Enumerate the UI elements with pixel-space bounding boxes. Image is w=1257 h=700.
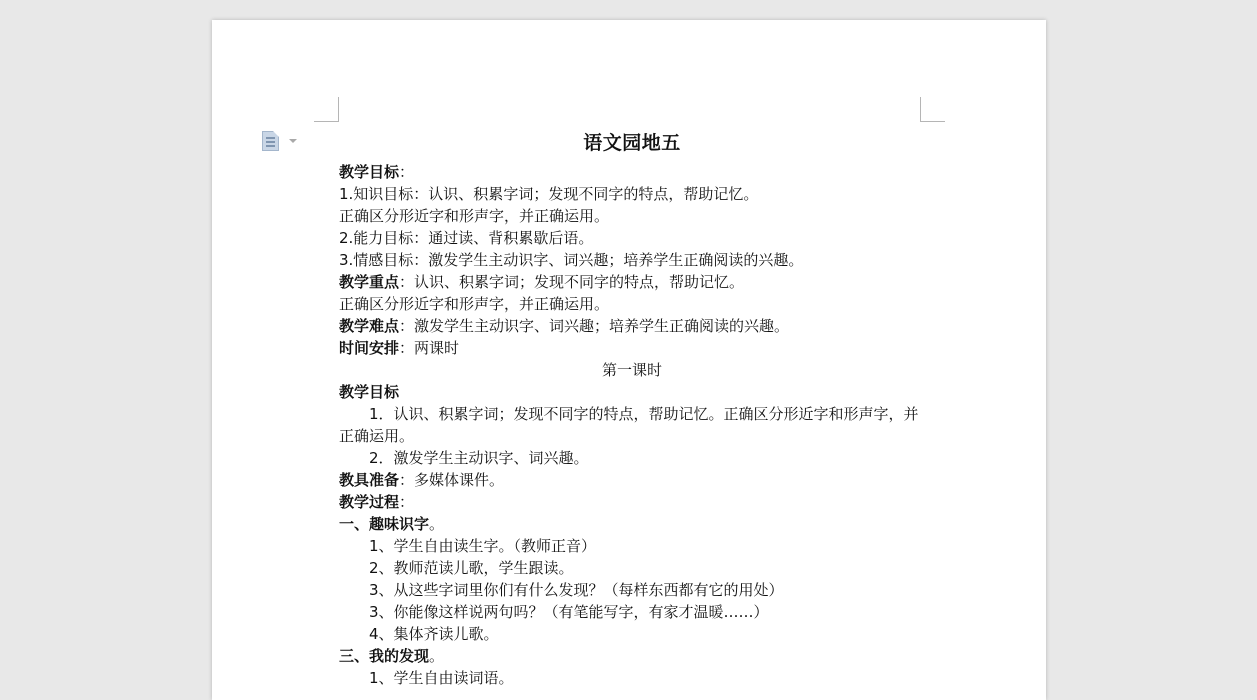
doc-line-text: 2.能力目标：通过读、背积累歇后语。 [339, 229, 594, 247]
doc-line [339, 293, 925, 315]
doc-line [339, 227, 925, 249]
doc-line-text: 3.情感目标：激发学生主动识字、词兴趣；培养学生正确阅读的兴趣。 [339, 251, 804, 269]
doc-line-label: 教学目标 [339, 383, 400, 401]
document-page [212, 20, 1046, 700]
doc-line [339, 205, 925, 227]
chevron-down-icon[interactable] [289, 139, 297, 143]
document-title: 语文园地五 [583, 132, 681, 154]
doc-line-text: 第一课时 [601, 361, 662, 379]
doc-line-text: 1、学生自由读词语。 [369, 669, 514, 687]
doc-line [339, 623, 925, 645]
doc-line [339, 403, 925, 447]
doc-line-label: 三、我的发现 [339, 647, 430, 665]
doc-line [339, 359, 925, 381]
doc-line-text: 1．认识、积累字词；发现不同字的特点，帮助记忆。正确区分形近字和形声字，并正确运用。 [339, 405, 919, 445]
doc-line [339, 513, 925, 535]
document-body[interactable] [339, 131, 925, 689]
doc-line [339, 557, 925, 579]
doc-line-text: 3、你能像这样说两句吗？（有笔能写字，有家才温暖……） [369, 603, 769, 621]
doc-line [339, 535, 925, 557]
doc-line-text: ： [399, 163, 415, 181]
doc-line [339, 161, 925, 183]
doc-line-text: 。 [429, 647, 445, 665]
doc-line-label: 时间安排 [339, 339, 400, 357]
doc-line-label: 教学难点 [339, 317, 400, 335]
doc-line-text: 2．激发学生主动识字、词兴趣。 [369, 449, 589, 467]
doc-line-text: 。 [429, 515, 445, 533]
doc-line-text: 3、从这些字词里你们有什么发现？（每样东西都有它的用处） [369, 581, 784, 599]
doc-line-label: 教学重点 [339, 273, 400, 291]
doc-line [339, 579, 925, 601]
margin-corner-left [314, 97, 339, 122]
doc-line-text: 4、集体齐读儿歌。 [369, 625, 499, 643]
margin-corner-right [920, 97, 945, 122]
doc-line-label: 教学目标 [339, 163, 400, 181]
doc-line [339, 271, 925, 293]
doc-line-text: 2、教师范读儿歌，学生跟读。 [369, 559, 574, 577]
doc-line-label: 一、趣味识字 [339, 515, 430, 533]
doc-line [339, 601, 925, 623]
doc-line-text: 正确区分形近字和形声字，并正确运用。 [339, 207, 610, 225]
doc-line-label: 教学过程 [339, 493, 400, 511]
doc-line-text: 正确区分形近字和形声字，并正确运用。 [339, 295, 610, 313]
doc-line [339, 183, 925, 205]
doc-line [339, 667, 925, 689]
doc-line [339, 645, 925, 667]
doc-line [339, 447, 925, 469]
doc-line [339, 491, 925, 513]
doc-line-text: ：多媒体课件。 [399, 471, 505, 489]
doc-line [339, 249, 925, 271]
doc-line-text: ：激发学生主动识字、词兴趣；培养学生正确阅读的兴趣。 [399, 317, 790, 335]
doc-line [339, 381, 925, 403]
doc-line [339, 315, 925, 337]
doc-line [339, 469, 925, 491]
doc-line-text: ： [399, 493, 415, 511]
doc-line-text: 1、学生自由读生字。（教师正音） [369, 537, 597, 555]
doc-line-text: ：两课时 [399, 339, 460, 357]
doc-line-text: 1.知识目标：认识、积累字词；发现不同字的特点，帮助记忆。 [339, 185, 759, 203]
doc-line-text: ：认识、积累字词；发现不同字的特点，帮助记忆。 [399, 273, 745, 291]
doc-line [339, 337, 925, 359]
document-icon [262, 131, 279, 151]
doc-line-label: 教具准备 [339, 471, 400, 489]
paste-options-icon[interactable] [262, 129, 304, 155]
